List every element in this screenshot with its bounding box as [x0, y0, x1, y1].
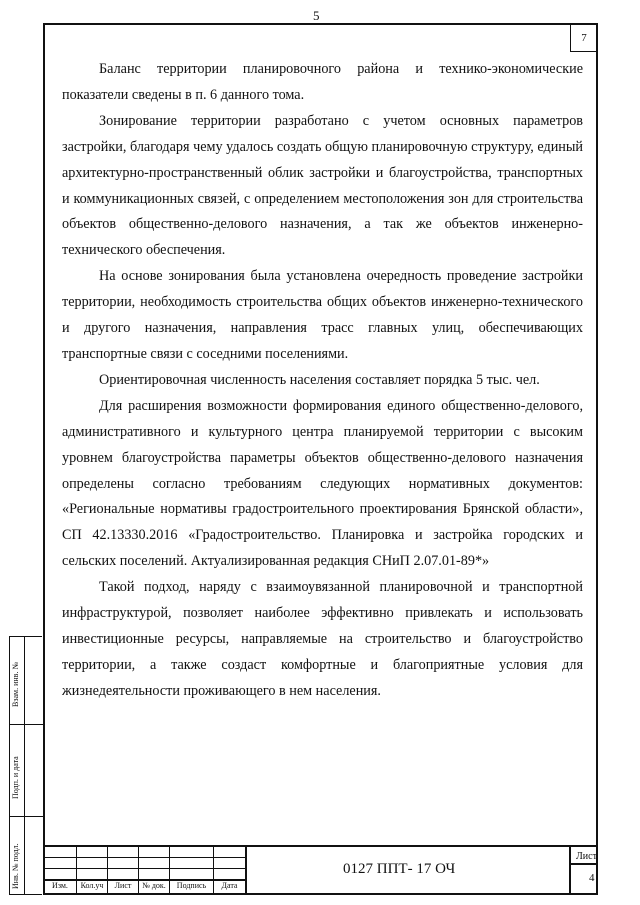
margin-label-inv-podl: Инв. № подл. [11, 843, 20, 889]
sheet-number: 4 [589, 872, 595, 884]
tb-header-izm: Изм. [52, 881, 68, 890]
sheet-label: Лист [576, 851, 597, 862]
margin-label-vzam-inv: Взам. инв. № [11, 661, 20, 707]
tb-top-line [43, 845, 598, 847]
sheet-corner-number: 7 [570, 25, 597, 52]
page-top-number: 5 [313, 8, 320, 23]
paragraph: На основе зонирования была установлена очередность проведение застройки территории, необходимость строительства общих объектов инженерно-технического и другого назначения, направления трасс главных улиц, обеспечивающих транспортные связи с соседними поселениями. [62, 268, 583, 362]
paragraph: Баланс территории планировочного района и технико-экономические показатели сведены в п. 6 данного тома. [62, 61, 583, 103]
margin-strip [9, 636, 42, 895]
tb-header-data: Дата [221, 881, 238, 890]
tb-header-list: Лист [114, 881, 132, 890]
tb-col-line [245, 845, 247, 895]
margin-label-podp-data: Подп. и дата [11, 756, 20, 799]
tb-row-line [43, 868, 245, 869]
paragraph: Такой подход, наряду с взаимоувязанной планировочной и транспортной инфраструктурой, позволяет наиболее эффективно привлекать и использовать инвестиционные ресурсы, направляемые на строительство и благоустройство территории, а также создаст комфортные и благоприятные условия для жизнедеятельности проживающего в нем населения. [62, 579, 583, 699]
document-code: 0127 ППТ- 17 ОЧ [343, 861, 456, 877]
body-text [62, 57, 583, 705]
tb-row-line [569, 863, 598, 865]
title-block [43, 845, 598, 895]
paragraph: Зонирование территории разработано с учетом основных параметров застройки, благодаря чему удалось создать общую планировочную структуру, единый архитектурно-пространственный облик застройки и благоустройства, транспортных и коммуникационных связей, с определением местоположения зон для строительства объектов общественно-делового назначения, а так же объектов инженерно-технического обеспечения. [62, 112, 583, 259]
paragraph: Ориентировочная численность населения составляет порядка 5 тыс. чел. [99, 371, 540, 388]
paragraph: Для расширения возможности формирования единого общественно-делового, административного и культурного центра планируемой территории с высоким уровнем благоустройства параметры объектов общественно-делового назначения определены согласно требованиям следующих нормативных документов: «Региональные нормативы градостроительного проектирования Брянской области», СП 42.13330.2016 «Градостроительство. Планировка и застройка городских и сельских поселений. Актуализированная редакция СНиП 2.07.01-89*» [62, 397, 583, 570]
tb-row-line [43, 857, 245, 858]
tb-header-koluch: Кол.уч [80, 881, 104, 890]
tb-col-line [569, 845, 571, 895]
tb-header-ndok: № док. [142, 881, 166, 890]
tb-header-podpis: Подпись [176, 881, 207, 890]
